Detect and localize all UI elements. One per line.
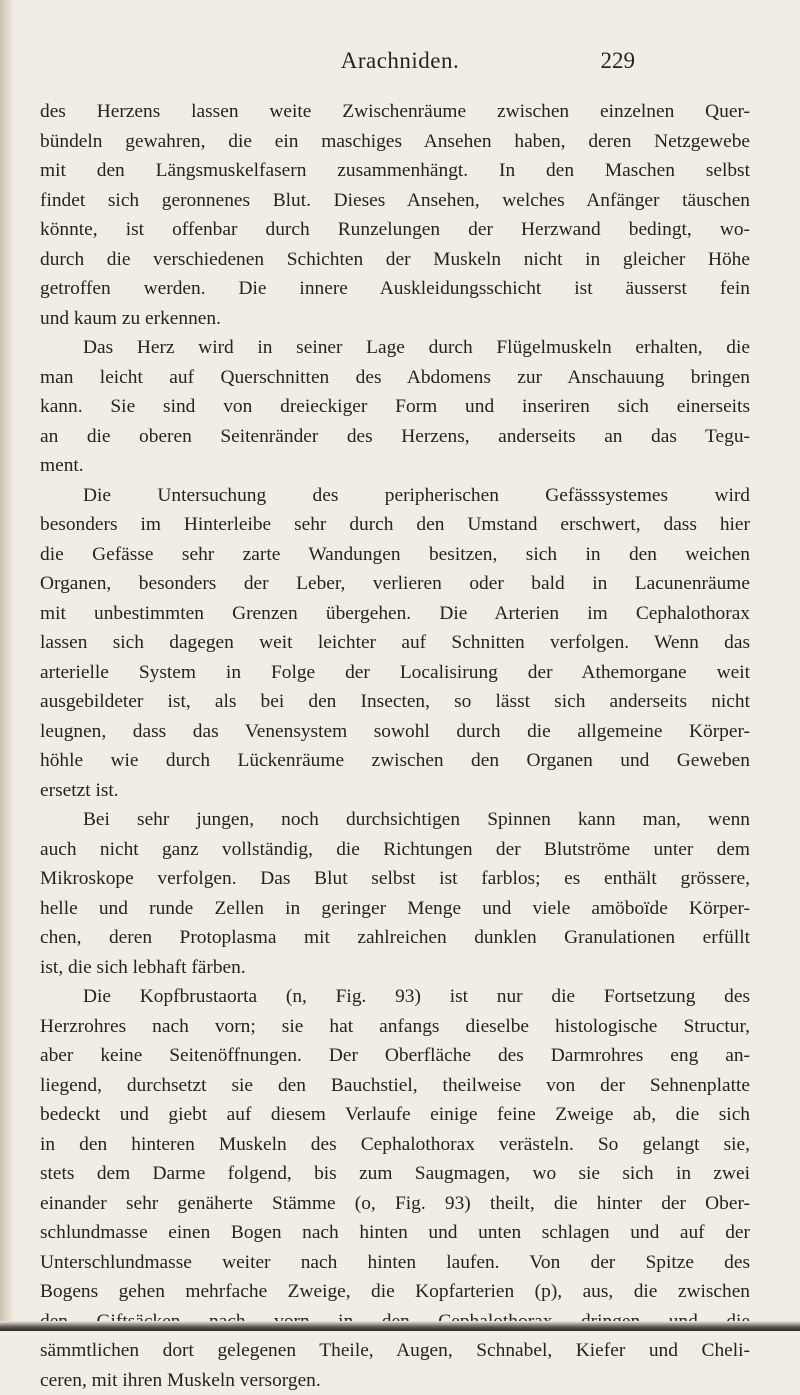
text-line: mit unbestimmten Grenzen übergehen. Die Arterien im Cephalothorax: [40, 599, 750, 629]
text-line: Mikroskope verfolgen. Das Blut selbst ist farblos; es enthält grössere,: [40, 864, 750, 894]
text-line: mit den Längsmuskelfasern zusammenhängt. In den Maschen selbst: [40, 156, 750, 186]
text-line: liegend, durchsetzt sie den Bauchstiel, theilweise von der Sehnenplatte: [40, 1071, 750, 1101]
text-line: getroffen werden. Die innere Auskleidungsschicht ist äusserst fein: [40, 274, 750, 304]
text-line: Die Kopfbrustaorta (n, Fig. 93) ist nur die Fortsetzung des: [40, 982, 750, 1012]
text-line: Bogens gehen mehrfache Zweige, die Kopfarterien (p), aus, die zwischen: [40, 1277, 750, 1307]
paragraph: [40, 481, 750, 806]
text-line: und kaum zu erkennen.: [40, 304, 750, 334]
text-line: man leicht auf Querschnitten des Abdomens zur Anschauung bringen: [40, 363, 750, 393]
text-line: ersetzt ist.: [40, 776, 750, 806]
paragraph: [40, 97, 750, 333]
paragraph: [40, 333, 750, 481]
text-line: sämmtlichen dort gelegenen Theile, Augen, Schnabel, Kiefer und Cheli-: [40, 1336, 750, 1366]
text-line: findet sich geronnenes Blut. Dieses Ansehen, welches Anfänger täuschen: [40, 186, 750, 216]
body-text: [40, 97, 750, 1395]
bottom-edge-shadow: [0, 1321, 800, 1331]
text-line: lassen sich dagegen weit leichter auf Schnitten verfolgen. Wenn das: [40, 628, 750, 658]
text-line: des Herzens lassen weite Zwischenräume zwischen einzelnen Quer-: [40, 97, 750, 127]
text-line: Das Herz wird in seiner Lage durch Flügelmuskeln erhalten, die: [40, 333, 750, 363]
page-number: 229: [601, 48, 636, 74]
paragraph: [40, 982, 750, 1395]
page-header: [0, 44, 800, 78]
text-line: ausgebildeter ist, als bei den Insecten, so lässt sich anderseits nicht: [40, 687, 750, 717]
text-line: chen, deren Protoplasma mit zahlreichen dunklen Granulationen erfüllt: [40, 923, 750, 953]
text-line: Organen, besonders der Leber, verlieren oder bald in Lacunenräume: [40, 569, 750, 599]
text-line: besonders im Hinterleibe sehr durch den Umstand erschwert, dass hier: [40, 510, 750, 540]
text-line: schlundmasse einen Bogen nach hinten und unten schlagen und auf der: [40, 1218, 750, 1248]
text-line: Unterschlundmasse weiter nach hinten laufen. Von der Spitze des: [40, 1248, 750, 1278]
text-line: kann. Sie sind von dreieckiger Form und inseriren sich einerseits: [40, 392, 750, 422]
text-line: helle und runde Zellen in geringer Menge und viele amöboïde Körper-: [40, 894, 750, 924]
text-line: könnte, ist offenbar durch Runzelungen der Herzwand bedingt, wo-: [40, 215, 750, 245]
text-line: einander sehr genäherte Stämme (o, Fig. 93) theilt, die hinter der Ober-: [40, 1189, 750, 1219]
text-line: durch die verschiedenen Schichten der Muskeln nicht in gleicher Höhe: [40, 245, 750, 275]
text-line: in den hinteren Muskeln des Cephalothorax verästeln. So gelangt sie,: [40, 1130, 750, 1160]
text-line: Die Untersuchung des peripherischen Gefässsystemes wird: [40, 481, 750, 511]
text-line: stets dem Darme folgend, bis zum Saugmagen, wo sie sich in zwei: [40, 1159, 750, 1189]
text-line: bedeckt und giebt auf diesem Verlaufe einige feine Zweige ab, die sich: [40, 1100, 750, 1130]
text-line: leugnen, dass das Venensystem sowohl durch die allgemeine Körper-: [40, 717, 750, 747]
text-line: auch nicht ganz vollständig, die Richtungen der Blutströme unter dem: [40, 835, 750, 865]
running-title: Arachniden.: [0, 48, 800, 74]
text-line: arterielle System in Folge der Localisirung der Athemorgane weit: [40, 658, 750, 688]
text-line: ment.: [40, 451, 750, 481]
text-line: Herzrohres nach vorn; sie hat anfangs dieselbe histologische Structur,: [40, 1012, 750, 1042]
text-line: die Gefässe sehr zarte Wandungen besitzen, sich in den weichen: [40, 540, 750, 570]
text-line: an die oberen Seitenränder des Herzens, anderseits an das Tegu-: [40, 422, 750, 452]
text-line: aber keine Seitenöffnungen. Der Oberfläche des Darmrohres eng an-: [40, 1041, 750, 1071]
paragraph: [40, 805, 750, 982]
page-edge-shadow: [0, 0, 14, 1331]
text-line: ist, die sich lebhaft färben.: [40, 953, 750, 983]
text-line: Bei sehr jungen, noch durchsichtigen Spinnen kann man, wenn: [40, 805, 750, 835]
text-line: bündeln gewahren, die ein maschiges Ansehen haben, deren Netzgewebe: [40, 127, 750, 157]
text-line: höhle wie durch Lückenräume zwischen den Organen und Geweben: [40, 746, 750, 776]
text-line: ceren, mit ihren Muskeln versorgen.: [40, 1366, 750, 1395]
